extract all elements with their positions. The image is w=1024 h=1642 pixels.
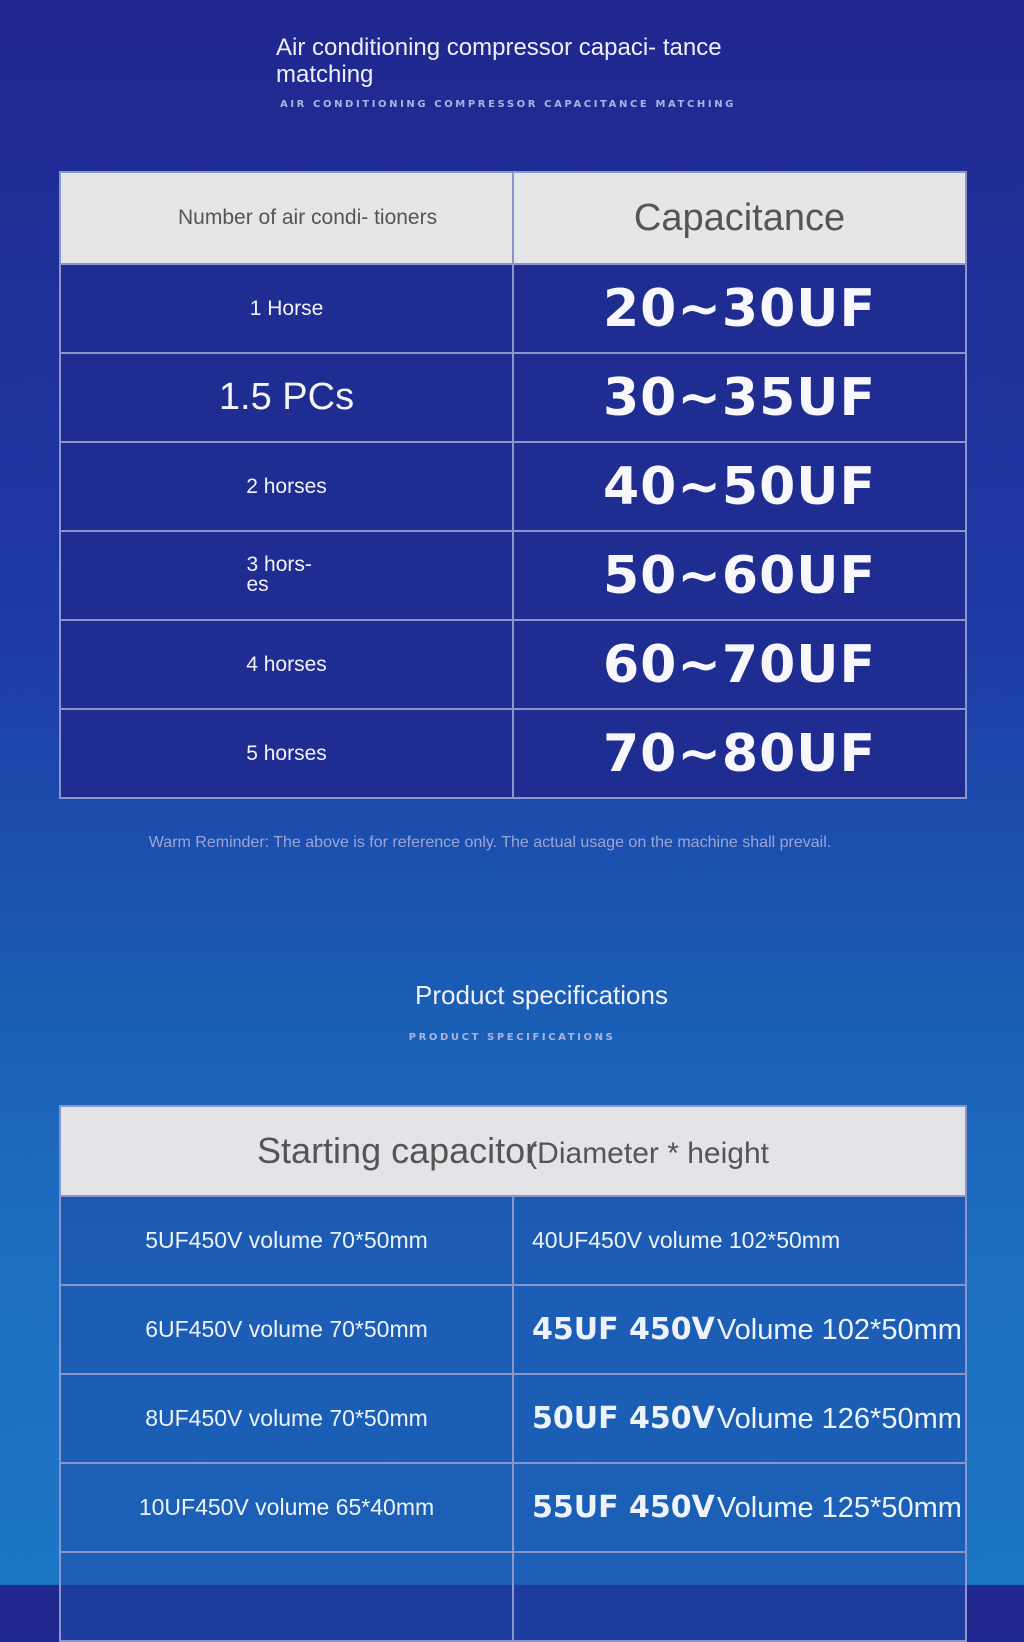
section-title-capacitance-matching: Air conditioning compressor capaci- tance matching xyxy=(276,34,722,88)
spec-cell-left: 6UF450V volume 70*50mm xyxy=(60,1285,513,1374)
table-row xyxy=(60,531,966,620)
table-row xyxy=(60,1374,966,1463)
units-cell: 1 Horse xyxy=(60,264,513,353)
spec-cell-right: 40UF450V volume 102*50mm xyxy=(513,1196,966,1285)
table-row xyxy=(60,1552,966,1641)
spec-cell-left: 5UF450V volume 70*50mm xyxy=(60,1196,513,1285)
units-cell: 2 horses xyxy=(60,442,513,531)
header-main-text: Starting capacitor xyxy=(257,1130,538,1171)
capacitance-matching-table xyxy=(59,171,967,799)
spec-cell-right xyxy=(513,1285,966,1374)
spec-volume: Volume 102*50mm xyxy=(716,1314,962,1346)
warm-reminder: Warm Reminder: The above is for reference only. The actual usage on the machine shall prevail. xyxy=(148,834,832,851)
section-subtitle-product-specifications: PRODUCT SPECIFICATIONS xyxy=(408,1032,616,1043)
spec-rating: 55UF 450V xyxy=(532,1490,715,1525)
table-row xyxy=(60,264,966,353)
units-cell-text: 3 hors- es xyxy=(246,552,312,596)
header-small-text: (Diameter * height xyxy=(527,1137,769,1170)
spec-cell-left: 10UF450V volume 65*40mm xyxy=(60,1463,513,1552)
table-row xyxy=(60,353,966,442)
header-capacitance: Capacitance xyxy=(513,172,966,264)
spec-rating: 45UF 450V xyxy=(532,1312,715,1347)
spec-cell-right xyxy=(513,1463,966,1552)
table-header-row xyxy=(60,172,966,264)
spec-volume: Volume 125*50mm xyxy=(716,1492,962,1524)
spec-cell-right xyxy=(513,1552,966,1641)
spec-cell-left: 8UF450V volume 70*50mm xyxy=(60,1374,513,1463)
capacitance-cell: 60~70UF xyxy=(513,620,966,709)
spec-cell-left xyxy=(60,1552,513,1641)
units-cell: 4 horses xyxy=(60,620,513,709)
table-row xyxy=(60,1463,966,1552)
table-header-row xyxy=(60,1106,966,1196)
spec-cell-right xyxy=(513,1374,966,1463)
units-cell: 1.5 PCs xyxy=(60,353,513,442)
table-row xyxy=(60,709,966,798)
section-title-product-specifications: Product specifications xyxy=(415,980,668,1010)
product-specifications-table xyxy=(59,1105,967,1642)
units-cell xyxy=(60,531,513,620)
table-row xyxy=(60,1285,966,1374)
header-number-of-units: Number of air condi- tioners xyxy=(60,172,513,264)
table-row xyxy=(60,620,966,709)
capacitance-cell: 70~80UF xyxy=(513,709,966,798)
spec-volume: Volume 126*50mm xyxy=(716,1403,962,1435)
capacitance-cell: 50~60UF xyxy=(513,531,966,620)
table-row xyxy=(60,442,966,531)
capacitance-cell: 40~50UF xyxy=(513,442,966,531)
header-starting-capacitor xyxy=(60,1106,966,1196)
spec-rating: 50UF 450V xyxy=(532,1401,715,1436)
capacitance-cell: 20~30UF xyxy=(513,264,966,353)
units-cell: 5 horses xyxy=(60,709,513,798)
capacitance-cell: 30~35UF xyxy=(513,353,966,442)
table-row xyxy=(60,1196,966,1285)
section-subtitle-capacitance-matching: AIR CONDITIONING COMPRESSOR CAPACITANCE MATCHING xyxy=(280,99,736,110)
